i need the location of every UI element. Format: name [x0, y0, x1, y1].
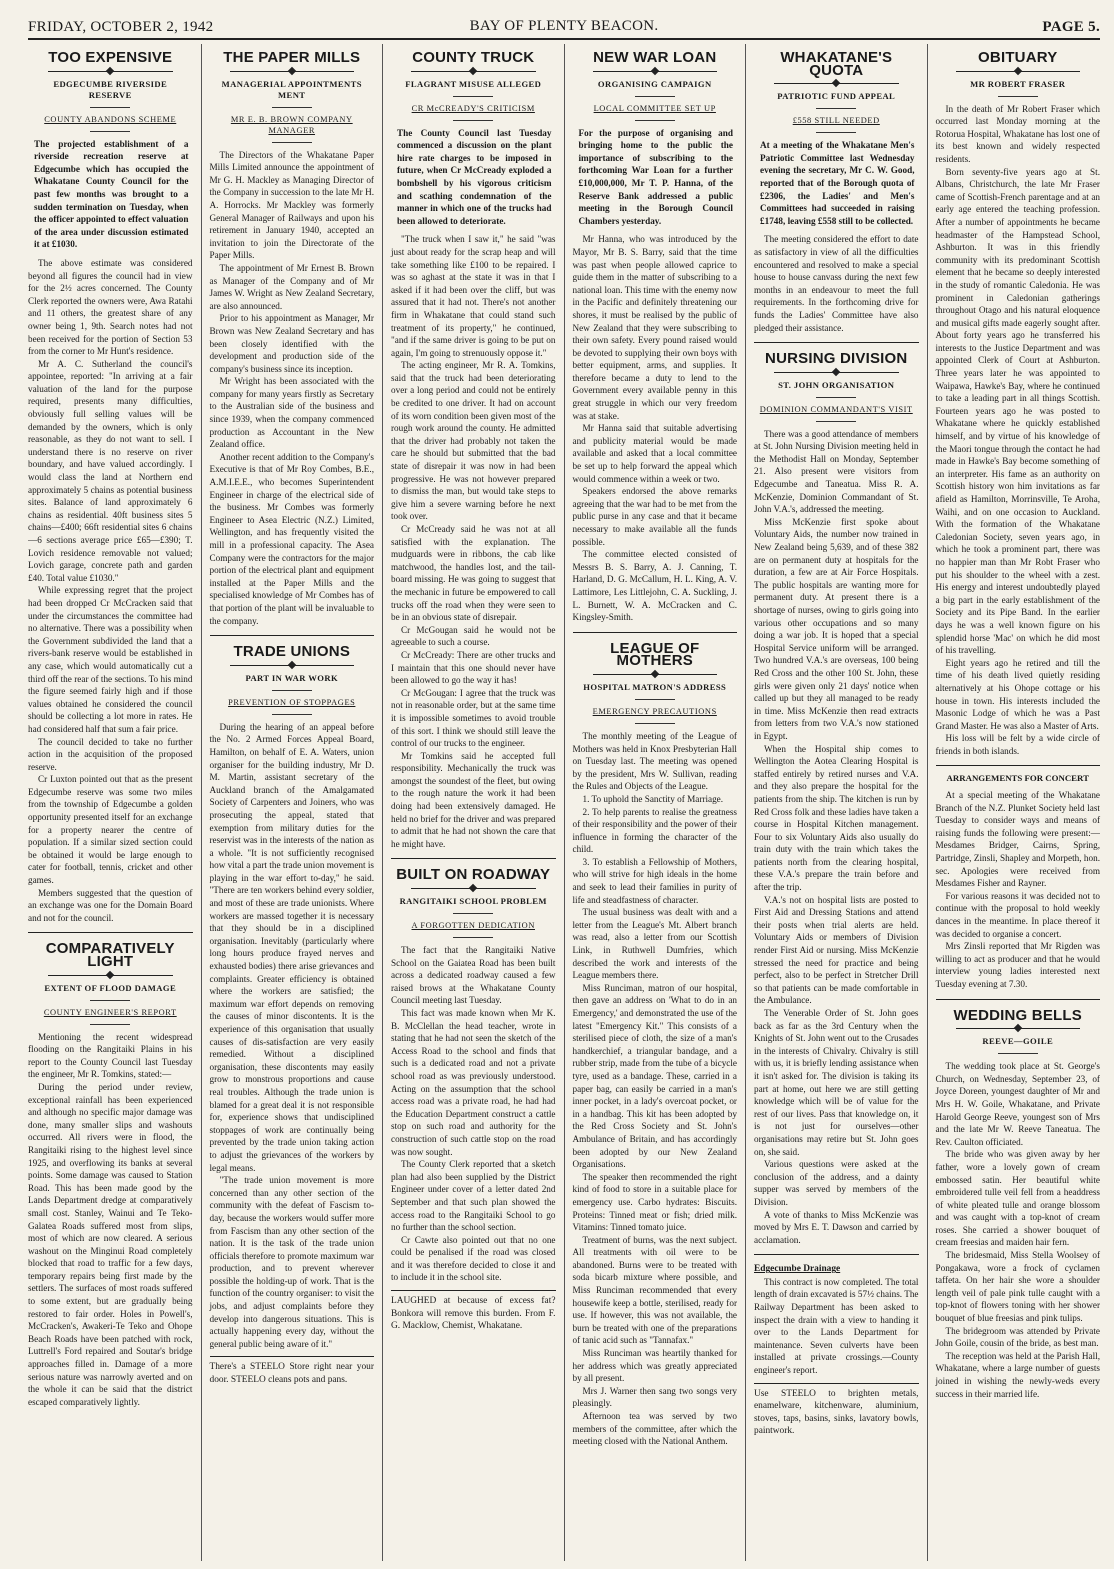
- paragraph: Born seventy-five years ago at St. Albans, Christchurch, the late Mr Fraser came of Scottish-French parentage and at an early age entered the teaching profession. After a number of appointments he became headmaster of the Hampstead School, Ashburton. It was in this friendly community with its predominant Scottish element that he became so deeply interested in the study of romantic Caledonia. He was prominent in Caledonian gatherings throughout Otago and his natural eloquence and musical gifts made eagerly sought after. About forty years ago he transferred his interests to the Justice Department and was appointed Clerk of Court at Ashburton. Three years later he was appointed to Waipawa, Hawke's Bay, where he continued to take a leading part in all things Scottish. Fourteen years ago he was posted to Whakatane where he quickly established himself, and by virtue of his knowledge of the Maori tongue through the contact he had made in Hawke's Bay become something of an interpreter. His fame as an authority on Scottish history won him invitations as far afield as Hamilton, Morrinsville, Te Aroha, Waihi, and on one occasion to Auckland. With the formation of the Whakatane Caledonian Society, seven years ago, in which he took a prominent part, there was no happier man than Mr Robt Fraser who put his shoulder to the wheel with a zest. His energy and interest undoubtedly played a big part in the early establishment of the Society and its Pipe Band. In the earlier days he was a well known figure on his splendid horse 'Mac' on which he did most of his travelling.: [935, 166, 1100, 656]
- subheadline: EDGECUMBE RIVERSIDE RESERVE: [53, 78, 168, 100]
- headline: NEW WAR LOAN: [593, 49, 717, 66]
- subheadline: COUNTY ENGINEER'S REPORT: [43, 1007, 177, 1017]
- masthead: [28, 12, 1100, 40]
- headline: COMPARATIVELY LIGHT: [45, 940, 175, 970]
- headline: WEDDING BELLS: [953, 1006, 1082, 1024]
- paragraph: For various reasons it was decided not to continue with the proposal to hold weekly dances in the meantime. In place thereof it was decided to organise a concert.: [935, 890, 1100, 939]
- subheadline: EXTENT OF FLOOD DAMAGE: [44, 982, 177, 993]
- paragraph: Mr Hanna, who was introduced by the Mayor, Mr B. S. Barry, said that the time was past when people allowed caprice to guide them in the matter of subscribing to a national loan. This time with the enemy now in the Pacific and definitely threatening our shores, it must be realised by the public of New Zealand that they were subscribing to their own safety. Every pound raised would be devoted to supplying their own boys with better equipment, arms, and supplies. It therefore became a duty to lend to the Government every available penny in this great struggle in which our very freedom was at stake.: [572, 234, 737, 421]
- divider: [453, 96, 493, 97]
- divider: [816, 397, 856, 398]
- subheadline: HOSPITAL MATRON'S ADDRESS: [583, 681, 727, 692]
- article-separator: [754, 342, 919, 345]
- paragraph: The Venerable Order of St. John goes back as far as the 3rd Century when the Knights of St. John went out to the Crusades in the interests of Chivalry. Chivalry is still with us, it is briefly lending assistance when it isn't asked for. The division is taking its part at home, out here we are still getting knowledge which will be of value for the rest of our lives. Pass that knowledge on, it is not just for ourselves—other organisations may retire but St. John goes on, she said.: [754, 1008, 919, 1157]
- column-3: [383, 44, 565, 1561]
- divider: [635, 96, 675, 97]
- subheadline: A FORGOTTEN DEDICATION: [411, 921, 535, 931]
- paragraph: Eight years ago he retired and till the time of his death lived quietly residing alternatively at his Ohope cottage or his house in town. His interests included the Masonic Lodge of which he was a Past Grand Master. He was also a Master of Arts.: [935, 657, 1100, 731]
- subheadline: MR ROBERT FRASER: [970, 78, 1066, 89]
- divider: [956, 71, 1081, 72]
- article-separator: [936, 999, 1101, 1002]
- masthead-date: FRIDAY, OCTOBER 2, 1942: [28, 19, 214, 35]
- paragraph: This contract is now completed. The total length of drain excavated is 57½ chains. The Railway Department has been asked to inspect the drain with a view to handing it over to the Lands Department for maintenance. Seven culverts have been installed at private crossings.—County engineer's report.: [754, 1276, 919, 1376]
- subheadline: £558 STILL NEEDED: [792, 116, 880, 126]
- subheadline: ORGANISING CAMPAIGN: [597, 78, 712, 89]
- divider: [635, 120, 675, 121]
- paragraph: The bridesmaid, Miss Stella Woolsey of Pongakawa, wore a frock of cyclamen taffeta. On her hair she wore a shoulder length veil of pale pink tulle caught with a top-knot of flowers toning with her shower bouquet of blue freesias and pink tulips.: [935, 1250, 1100, 1324]
- article-separator: [210, 635, 375, 638]
- paragraph: Members suggested that the question of an exchange was one for the Domain Board and not for the council.: [28, 887, 193, 923]
- paragraph: During the hearing of an appeal before the No. 2 Armed Forces Appeal Board, Hamilton, on behalf of E. A. Waters, union organiser for the building industry, Mr D. M. Martin, assistant secretary of the Auckland branch of the Amalgamated Society of Carpenters and Joiners, who was prosecuting the appeal, stated that exemption from military duties for the reservist was in the interests of the nation as a whole. "It is not sufficiently recognised how vital a part the trade union movement is playing in the war effort to-day," he said. "There are ten workers behind every soldier, and most of these are trade unionists. Where workers are massed together it is necessary that they should be in a disciplined organisation. Inevitably (particularly where long hours produce frayed nerves and exhausted bodies) there arise grievances and complaints. Greater efficiency is obtained where the workers are satisfied; the maximum war effort depends on removing the causes of minor discontents. It is the experience of this organisation that usually causes of dis-satisfaction are very easily remedied. Without a disciplined organisation, these discontents may easily grow to monstrous proportions and cause real troubles. Although the trade union is blamed for a great deal it is not responsible for, experience shows that undisciplined stoppages of work are continually being prevented by the trade union taking action to adjust the grievances of the workers by legal means.: [209, 721, 374, 1173]
- paragraph: 1. To uphold the Sanctity of Marriage.: [582, 793, 724, 804]
- paragraph: Cr Cawte also pointed out that no one could be penalised if the road was closed and it was therefore decided to close it and to include it in the school site.: [391, 1234, 556, 1283]
- divider: [411, 71, 536, 72]
- paragraph: The speaker then recommended the right kind of food to store in a suitable place for emergency use. Carbo hydrates: Biscuits. Proteins: Tinned meat or fish; dried milk. Vitamins: Tinned tomato juice.: [572, 1171, 737, 1233]
- paragraph: During the period under review, exceptional rainfall has been experienced and although no specific major damage was done, many smaller slips and washouts occurred. All rivers were in flood, the Rangitaiki rising to the highest level since 1925, and overflowing its banks at several points. Some damage was caused to Station Road. This has been made good by the Lands Department dredge at comparatively small cost. Stanley, Wainui and Te Teko-Galatea Roads suffered most from slips, most of which are now cleared. A serious washout on the Minginui Road completely blocked that road to traffic for a few days, temporary repairs being first made by the settlers. The surfaces of most roads suffered to some extent, but are gradually being restored to fair order. Holes in Powell's, McCracken's, Awakeri-Te Teko and Ohope Beach Roads have been patched with rock, Luttrell's Ford repaired and Soutar's bridge approaches filled in. Damage of a more serious nature was narrowly averted and on the whole it can be said that the district escaped comparatively lightly.: [28, 1081, 193, 1407]
- divider: [90, 131, 130, 132]
- paragraph: Mrs J. Warner then sang two songs very pleasingly.: [572, 1385, 737, 1409]
- paragraph: Miss McKenzie first spoke about Voluntary Aids, the number now trained in New Zealand being 5,639, and of these 382 are on permanent duty at hospitals for the duration, a few are at Air Force Hospitals. The public hospitals are wanting more for permanent duty. At present there is a shortage of nurses, owing to girls going into various other occupations and so many doing a war job. It is hoped that a special Hospital Service uniform will be arranged. Two hundred V.A.'s are overseas, 100 being Red Cross and the other 100 St. John, these girls were given only 21 days' notice when called up but they all managed to be ready in time. Miss McKenzie then read extracts from letters from two V.A.'s now stationed in Egypt.: [754, 516, 919, 741]
- advertisement: There's a STEELO Store right near your door. STEELO cleans pots and pans.: [210, 1356, 375, 1386]
- masthead-title: BAY OF PLENTY BEACON.: [469, 18, 659, 34]
- column-6: [928, 44, 1105, 1561]
- paragraph: "The truck when I saw it," he said "was just about ready for the scrap heap and will take something like £100 to be repaired. I was so aghast at the state it was in that I asked if it had been over the cliff, but was assured that it had not. There's not another firm in Whakatane that could stand such treatment of its property," he continued, "and if the same driver is going to be put on again, I'm going to strenuously oppose it.": [391, 234, 556, 358]
- subheadline: REEVE—GOILE: [982, 1036, 1054, 1047]
- paragraph: V.A.'s not on hospital lists are posted to First Aid and Dressing Stations and attend their posts when trial alerts are held. Voluntary Aids or members of Division render First Aid or nursing. Miss McKenzie stressed the need for practice and being perfect, also to be perfect in Stretcher Drill so that patients can be made comfortable in the Ambulance.: [754, 894, 919, 1006]
- divider: [453, 120, 493, 121]
- paragraph: 2. To help parents to realise the greatness of their responsibility and the power of their influence in forming the character of the child.: [572, 806, 737, 855]
- paragraph: 3. To establish a Fellowship of Mothers, who will strive for high ideals in the home and seek to lead their families in purity of life and steadfastness of character.: [572, 856, 737, 905]
- paragraph: Afternoon tea was served by two members of the committee, after which the meeting closed with the National Anthem.: [572, 1411, 737, 1447]
- article-separator: [936, 765, 1101, 768]
- paragraph: Mrs Zinsli reported that Mr Rigden was willing to act as producer and that he would interview young ladies interested next Tuesday evening at 7.30.: [935, 941, 1100, 989]
- section-heading: ARRANGEMENTS FOR CONCERT: [946, 773, 1089, 784]
- divider: [230, 665, 355, 666]
- headline: TRADE UNIONS: [233, 643, 351, 661]
- paragraph: While expressing regret that the project had been dropped Cr McCracken said that under the circumstances the committee had no alternative. There was a possibility when the Government subdivided the land that a rivers-bank reserve would be established in any case, which would automatically cut a third off the rear of the sections. To his mind the figure seemed fairly high and if those values obtained he considered the council should be collecting a lot more in rates. He had considered half that sum a fair price.: [28, 585, 193, 734]
- paragraph: The above estimate was considered beyond all figures the council had in view for the 2½ acres concerned. The County Clerk reported the owners were, Awa Ratahi and 11 others, the greatest share of any owner being 1, 9th. Search notes had not been received for the portion of Section 53 from the corner to Mr Hunt's residence.: [28, 257, 193, 357]
- paragraph: The monthly meeting of the League of Mothers was held in Knox Presbyterian Hall on Tuesday last. The meeting was opened by the president, Mrs W. Sullivan, reading the Rules and Objects of the League.: [572, 730, 737, 792]
- paragraph: Cr McCready: There are other trucks and I maintain that this one should never have been allowed to go the way it has!: [391, 649, 556, 686]
- divider: [453, 937, 493, 938]
- paragraph: Mr Wright has been associated with the company for many years firstly as Secretary to the Australian side of the business and since 1939, when the company commenced production as Accountant in the New Zealand office.: [209, 376, 374, 450]
- headline: BUILT ON ROADWAY: [396, 866, 551, 884]
- paragraph: Prior to his appointment as Manager, Mr Brown was New Zealand Secretary and has been closely identified with the development and production side of the company's business since its inception.: [209, 313, 374, 374]
- paragraph: Miss Runciman, matron of our hospital, then gave an address on 'What to do in an Emergency,' and demonstrated the use of the latest "Emergency Kit." This consists of a sterilised piece of cloth, the size of a man's handkerchief, a triangular bandage, and a rubber strip, made from the tube of a bicycle tyre, used as a bandage. These, carried in a paper bag, can easily be carried in a man's inner pocket, in a lady's overcoat pocket, or in a handbag. This kit has been adopted by the Red Cross Society and St. John's Ambulance of Britain, and has accordingly been adopted by our New Zealand Organisations.: [572, 982, 737, 1170]
- subheadline: RANGITAIKI SCHOOL PROBLEM: [399, 896, 547, 907]
- subheadline: ST. JOHN ORGANISATION: [778, 379, 895, 390]
- headline: TOO EXPENSIVE: [48, 49, 173, 66]
- paragraph: The Directors of the Whakatane Paper Mills Limited announce the appointment of Mr G. H. Mackley as Managing Director of the Company in succession to the late Mr H. A. Horrocks. Mr Mackley was formerly General Manager of Railways and upon his retirement in January 1940, accepted an invitation to join the Directorate of the Paper Mills.: [209, 149, 374, 261]
- paragraph: This fact was made known when Mr K. B. McClellan the head teacher, wrote in stating that he had not seen the sketch of the Access Road to the school and finds that such is a dedicated road and not a private school road as was previously understood. Acting on the assumption that the school access road was a private road, he had had the Education Department construct a cattle stop on such road and authority for the construction of such cattle stop on the road was now sought.: [391, 1008, 556, 1157]
- paragraph: Mr Hanna said that suitable advertising and publicity material would be made available and asked that a local committee be set up to help forward the appeal which would commence within a week or two.: [572, 423, 737, 484]
- headline: OBITUARY: [978, 49, 1058, 66]
- divider: [453, 913, 493, 914]
- divider: [411, 888, 536, 889]
- paragraph: The usual business was dealt with and a letter from the League's Mt. Albert branch was read, also a letter from our Scottish Link, in Ruthwell Dumfries, which described the work and interests of the League members there.: [572, 907, 737, 981]
- column-2: [202, 44, 384, 1561]
- advertisement: Use STEELO to brighten metals, enamelware, kitchenware, aluminium, stoves, taps, basins, sinks, lavatory bowls, paintwork.: [754, 1383, 919, 1438]
- divider: [635, 723, 675, 724]
- paragraph: The wedding took place at St. George's Church, on Wednesday, September 23, of Joyce Doreen, youngest daughter of Mr and Mrs H. W. Goile, Whakatane, and Private Harold George Reeve, youngest son of Mrs and the late Mr W. Reeve Taneatua. The Rev. Caulton officiated.: [935, 1061, 1100, 1147]
- paragraph: Treatment of burns, was the next subject. All treatments with oil were to be abandoned. Burns were to be treated with soda bicarb mixture where possible, and Miss Runciman recommended that every housewife keep a bottle, sterilised, ready for use. If however, this was not available, the burn be treated with one of the preparations of tanic acid such as "Tannafax.": [572, 1234, 737, 1346]
- divider: [272, 690, 312, 691]
- divider: [593, 71, 718, 72]
- subheadline: DOMINION COMMANDANT'S VISIT: [759, 404, 913, 414]
- lead-paragraph: For the purpose of organising and bringing home to the public the importance of subscribing to the forthcoming War Loan for a further £10,000,000, Mr T. P. Hanna, of the Reserve Bank addressed a public meeting in the Borough Council Chambers yesterday.: [578, 127, 733, 226]
- divider: [816, 108, 856, 109]
- subheadline: CR McCREADY'S CRITICISM: [411, 103, 535, 113]
- paragraph: Cr Luxton pointed out that as the present Edgecumbe reserve was some two miles from the township of Edgecumbe a golden opportunity presented itself for an exchange for a property nearer the centre of population. If a similar sized section could be obtained it would be large enough to cater for football, tennis, cricket and other games.: [28, 774, 193, 886]
- section-heading: Edgecumbe Drainage: [754, 1264, 841, 1275]
- paragraph: In the death of Mr Robert Fraser which occurred last Monday morning at the Rotorua Hospital, Whakatane has lost one of its best known and widely respected residents.: [935, 103, 1100, 164]
- paragraph: Cr McGougan: I agree that the truck was not in reasonable order, but at the same time it is impossible sometimes to avoid trouble of this sort. I think we should still leave the control of our trucks to the engineer.: [391, 687, 556, 749]
- page-number: PAGE 5.: [1042, 19, 1100, 35]
- paragraph: Mentioning the recent widespread flooding on the Rangitaiki Plains in his report to the County Council last Tuesday the engineer, Mr R. Tomkins, stated:—: [28, 1031, 193, 1080]
- article-separator: [754, 1254, 919, 1257]
- column-1: [28, 44, 202, 1561]
- paragraph: The committee elected consisted of Messrs B. S. Barry, A. J. Canning, T. Harland, D. G. McCallum, H. L. King, A. V. Lattimore, Les Littlejohn, C. A. Suckling, J. L. Burnett, W. A. McCracken and C. Kingsley-Smith.: [572, 549, 737, 623]
- divider: [774, 83, 899, 84]
- paragraph: "The trade union movement is more concerned than any other section of the community with the defeat of Fascism to-day, because the workers would suffer more from Fascism than any other section of the nation. It is the task of the trade union officials therefore to promote maximum war production, and to prevent wherever possible the holding-up of work. That is the function of the country organiser: to visit the jobs, and adjust complaints before they develop into dangerous situations. This is actually happening every day, without the general public being aware of it.": [209, 1175, 374, 1349]
- subheadline: MR E. B. BROWN COMPANY MANAGER: [230, 114, 353, 135]
- subheadline: PATRIOTIC FUND APPEAL: [777, 91, 896, 102]
- paragraph: Cr McCready said he was not at all satisfied with the explanation. The mudguards were in ribbons, the cab like matchwood, the handles lost, and the tail-board missing. He was going to suggest that the mechanic in future be empowered to call trucks off the road when they were seen to be in an obvious state of disrepair.: [391, 524, 556, 623]
- paragraph: The County Clerk reported that a sketch plan had also been supplied by the District Engineer under cover of a letter dated 2nd September and that such plan showed the access road to the Rangitaiki School to go no further than the school section.: [391, 1159, 556, 1233]
- paragraph: Miss Runciman was heartily thanked for her address which was greatly appreciated by all present.: [572, 1348, 737, 1384]
- divider: [90, 107, 130, 108]
- divider: [816, 132, 856, 133]
- paragraph: The appointment of Mr Ernest B. Brown as Manager of the Company and of Mr James W. Wright as New Zealand Secretary, are also announced.: [209, 262, 374, 311]
- subheadline: COUNTY ABANDONS SCHEME: [44, 114, 177, 124]
- article-separator: [573, 632, 738, 635]
- divider: [956, 1028, 1081, 1029]
- headline: COUNTY TRUCK: [412, 49, 535, 66]
- subheadline: FLAGRANT MISUSE ALLEGED: [405, 78, 542, 89]
- divider: [998, 96, 1038, 97]
- paragraph: There was a good attendance of members at St. John Nursing Division meeting held in the Methodist Hall on Monday, September 21. Also present were visitors from Edgecumbe and Taneatua. Miss R. A. McKenzie, Dominion Commandant of St. John V.A.'s, addressed the meeting.: [754, 428, 919, 515]
- column-5: [746, 44, 928, 1561]
- divider: [90, 1000, 130, 1001]
- headline: THE PAPER MILLS: [223, 49, 361, 66]
- columns: [28, 44, 1104, 1561]
- paragraph: The reception was held at the Parish Hall, Whakatane, where a large number of guests joined in wishing the newly-weds every success in their married life.: [935, 1350, 1100, 1399]
- headline: NURSING DIVISION: [765, 350, 908, 368]
- paragraph: At a special meeting of the Whakatane Branch of the N.Z. Plunket Society held last Tuesday to consider ways and means of raising funds the following were present:—Mesdames Bridger, Cairns, Spring, Partridge, Zinsli, Shapley and Morpeth, hon. sec. Apologies were received from Mesdames Fisher and Rayner.: [935, 790, 1100, 889]
- paragraph: Mr A. C. Sutherland the council's appointee, reported: "In arriving at a fair valuation of the land for the purpose required, presents many difficulties, obviously full selling values will be demanded by the owners, which is only reasonable, as they do not want to sell. I understand there is no reserve on river boundary, and have valued accordingly. I would class the land at Northern end approximately 5 chains as potential business sites. Balance of land approximately 6 chains as residential. 40ft business sites 5 chains—£400; 66ft residential sites 6 chains—6 sections average price £65—£390; T. Lovich residence removable not valued; Lovich garage, concrete path and garden £40. Total value £1030.": [28, 358, 193, 583]
- divider: [998, 1053, 1038, 1054]
- subheadline: PREVENTION OF STOPPAGES: [228, 697, 356, 707]
- paragraph: The fact that the Rangitaiki Native School on the Gaiatea Road has been built across a dedicated roadway caused a few raised brows at the Whakatane County Council meeting last Tuesday.: [391, 945, 556, 1006]
- subheadline: LOCAL COMMITTEE SET UP: [593, 103, 716, 113]
- paragraph: The acting engineer, Mr R. A. Tomkins, said that the truck had been deteriorating over a long period and could not be entirely be credited to one driver. It had on account of its worn condition been given most of the rough work around the county. He admitted that the driver had probably not taken the care he should but submitted that the bad state of disrepair it was now in had been progressive. He was not however prepared to dismiss the man, but would take steps to give him a severe warning before he next took over.: [391, 360, 556, 522]
- article-separator: [28, 932, 193, 935]
- paragraph: Another recent addition to the Company's Executive is that of Mr Roy Combes, B.E., A.M.I.E.E., who becomes Superintendent Engineer in charge of the electrical side of the business. Mr Combes was formerly Engineer to Asea Electric (N.Z.) Limited, Wellington, and has frequently visited the mill in a professional capacity. The Asea Company were the contractors for the major portion of the electrical plant and equipment installed at the Paper Mills and the specialised knowledge of Mr Combes has of that portion of the plant will be invaluable to the company.: [209, 451, 374, 626]
- subheadline: EMERGENCY PRECAUTIONS: [592, 706, 717, 716]
- headline: WHAKATANE'S QUOTA: [780, 49, 893, 79]
- paragraph: When the Hospital ship comes to Wellington the Aotea Clearing Hospital is staffed entirely by retired nurses and V.A. and they also prepare the hospital for the patients from the ship. The kitchen is run by Red Cross folk and these ladies have taken a course in Hospital Kitchen management. Four to six Voluntary Aids also usually do train duty with the train which takes the patients north from the clearing hospital, these V.A.'s prepare the train before and after the trip.: [754, 743, 919, 893]
- divider: [48, 71, 173, 72]
- article-separator: [391, 858, 556, 861]
- paragraph: A vote of thanks to Miss McKenzie was moved by Mrs E. T. Dawson and carried by acclamation.: [754, 1209, 919, 1245]
- paragraph: Various questions were asked at the conclusion of the address, and a dainty supper was served by members of the Division.: [754, 1159, 919, 1207]
- divider: [230, 71, 355, 72]
- divider: [635, 699, 675, 700]
- lead-paragraph: At a meeting of the Whakatane Men's Patriotic Committee last Wednesday evening the secretary, Mr C. W. Good, reported that of the Borough quota of £2306, the Ladies' and Men's Committees had succeeded in raising £1748, leaving £558 still to be collected.: [760, 140, 915, 226]
- paragraph: The council decided to take no further action in the acquisition of the proposed reserve.: [28, 736, 193, 772]
- lead-paragraph: The County Council last Tuesday commenced a discussion on the plant hire rate charges to be imposed in future, when Cr McCready exploded a bombshell by his vigorous criticism and scathing condemnation of the manner in which one of the trucks had been allowed to deteriorate.: [397, 127, 552, 226]
- lead-paragraph: The projected establishment of a riverside recreation reserve at Edgecumbe which has occupied the Whakatane County Council for the past few months was brought to a sudden termination on Tuesday, when the officer appointed to effect valuation of the area under discussion estimated it at £1030.: [34, 138, 189, 250]
- paragraph: The meeting considered the effort to date as satisfactory in view of all the difficulties encountered and resolved to make a special house to house canvass during the next few months in an endeavour to meet the full requirements. In the forthcoming drive for funds the Ladies' Committee have also pledged their assistance.: [754, 234, 919, 333]
- paragraph: Mr Tomkins said he accepted full responsibility. Mechanically the truck was amongst the soundest of the fleet, but owing to the rough nature the work it had been doing had been extensively damaged. He held no brief for the driver and was prepared to admit that he had not shown the care that he might have.: [391, 750, 556, 849]
- paragraph: His loss will be felt by a wide circle of friends in both islands.: [935, 733, 1100, 756]
- paragraph: The bridegroom was attended by Private John Goile, cousin of the bride, as best man.: [935, 1325, 1100, 1349]
- paragraph: The bride who was given away by her father, wore a lovely gown of cream embossed satin. Her beautiful white embroidered tulle veil fell from a headdress of white pleated tulle and orange blossom and was caught with a top-knot of cream roses. She carried a shower bouquet of cream freesias and maiden hair fern.: [935, 1149, 1100, 1248]
- divider: [90, 1024, 130, 1025]
- divider: [272, 142, 312, 143]
- divider: [593, 674, 718, 675]
- paragraph: Cr McGougan said he would not be agreeable to such a course.: [391, 624, 556, 648]
- paragraph: Speakers endorsed the above remarks agreeing that the war had to be met from the public purse in any case and that it became necessary to make available all the funds possible.: [572, 486, 737, 547]
- divider: [272, 107, 312, 108]
- divider: [272, 714, 312, 715]
- divider: [816, 421, 856, 422]
- divider: [48, 975, 173, 976]
- divider: [774, 372, 899, 373]
- column-4: [565, 44, 747, 1561]
- advertisement: LAUGHED at because of excess fat? Bonkora will remove this burden. From F. G. Macklow, Chemist, Whakatane.: [391, 1290, 556, 1333]
- subheadline: MANAGERIAL APPOINTMENTS MENT: [221, 78, 362, 100]
- headline: LEAGUE OF MOTHERS: [610, 639, 700, 670]
- subheadline: PART IN WAR WORK: [245, 672, 339, 683]
